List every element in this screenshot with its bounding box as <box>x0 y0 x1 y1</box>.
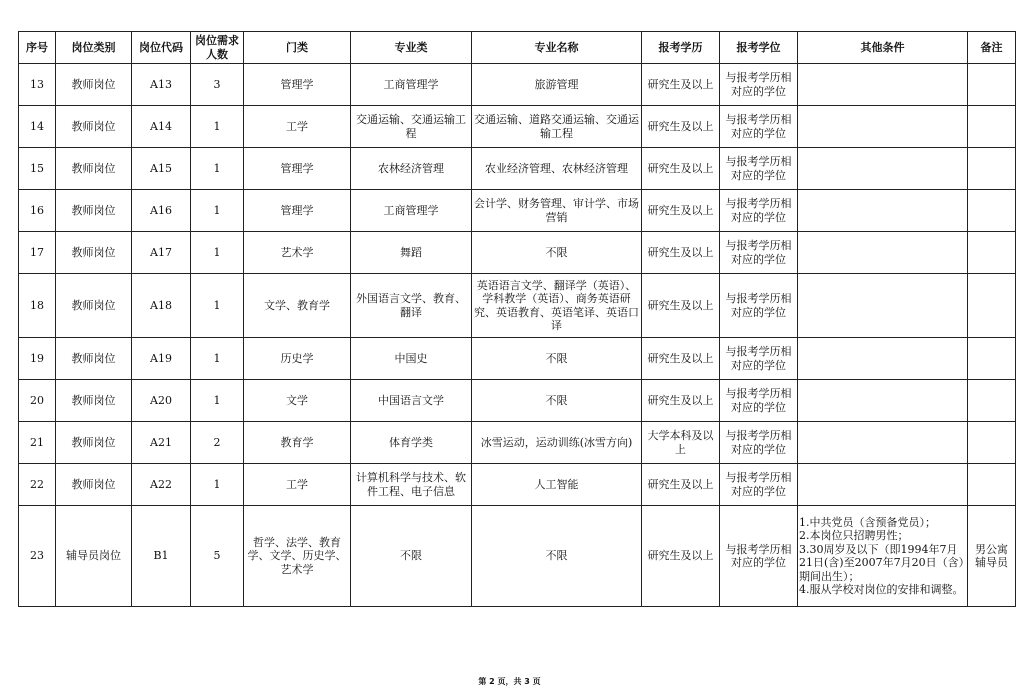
discipline-cell: 哲学、法学、教育学、文学、历史学、艺术学 <box>244 506 351 607</box>
degree-level-cell: 与报考学历相对应的学位 <box>720 64 798 106</box>
major-name-cell: 旅游管理 <box>472 64 642 106</box>
row-number-cell: 15 <box>19 148 56 190</box>
other-conditions-cell <box>798 422 968 464</box>
education-level-cell: 研究生及以上 <box>642 506 720 607</box>
major-class-cell: 中国语言文学 <box>351 380 472 422</box>
major-class-cell: 农林经济管理 <box>351 148 472 190</box>
table-row <box>19 380 1016 422</box>
major-name-cell: 不限 <box>472 232 642 274</box>
post-count-cell: 3 <box>191 64 244 106</box>
major-name-cell: 农业经济管理、农林经济管理 <box>472 148 642 190</box>
remark-cell <box>968 422 1016 464</box>
header-cell: 其他条件 <box>798 32 968 64</box>
header-row <box>19 32 1016 64</box>
major-class-cell: 舞蹈 <box>351 232 472 274</box>
discipline-cell: 管理学 <box>244 190 351 232</box>
row-number-cell: 21 <box>19 422 56 464</box>
education-level-cell: 研究生及以上 <box>642 106 720 148</box>
discipline-cell: 文学、教育学 <box>244 274 351 338</box>
row-number-cell: 18 <box>19 274 56 338</box>
row-number-cell: 14 <box>19 106 56 148</box>
discipline-cell: 历史学 <box>244 338 351 380</box>
other-conditions-cell <box>798 148 968 190</box>
post-category-cell: 教师岗位 <box>56 106 132 148</box>
post-category-cell: 教师岗位 <box>56 274 132 338</box>
recruitment-table <box>18 31 1016 607</box>
degree-level-cell: 与报考学历相对应的学位 <box>720 380 798 422</box>
page-footer: 第 2 页，共 3 页 <box>478 677 541 686</box>
remark-cell <box>968 190 1016 232</box>
other-conditions-cell <box>798 274 968 338</box>
post-category-cell: 辅导员岗位 <box>56 506 132 607</box>
header-cell: 岗位代码 <box>132 32 191 64</box>
education-level-cell: 研究生及以上 <box>642 190 720 232</box>
degree-level-cell: 与报考学历相对应的学位 <box>720 106 798 148</box>
table-row <box>19 422 1016 464</box>
remark-cell <box>968 232 1016 274</box>
row-number-cell: 23 <box>19 506 56 607</box>
header-cell: 报考学历 <box>642 32 720 64</box>
header-cell: 岗位需求人数 <box>191 32 244 64</box>
discipline-cell: 工学 <box>244 106 351 148</box>
table-row <box>19 190 1016 232</box>
discipline-cell: 教育学 <box>244 422 351 464</box>
degree-level-cell: 与报考学历相对应的学位 <box>720 422 798 464</box>
degree-level-cell: 与报考学历相对应的学位 <box>720 274 798 338</box>
row-number-cell: 22 <box>19 464 56 506</box>
table-row <box>19 64 1016 106</box>
post-code-cell: A20 <box>132 380 191 422</box>
post-category-cell: 教师岗位 <box>56 148 132 190</box>
major-name-cell: 不限 <box>472 506 642 607</box>
remark-cell <box>968 380 1016 422</box>
major-class-cell: 计算机科学与技术、软件工程、电子信息 <box>351 464 472 506</box>
post-category-cell: 教师岗位 <box>56 380 132 422</box>
degree-level-cell: 与报考学历相对应的学位 <box>720 148 798 190</box>
degree-level-cell: 与报考学历相对应的学位 <box>720 338 798 380</box>
major-name-cell: 不限 <box>472 380 642 422</box>
major-class-cell: 交通运输、交通运输工程 <box>351 106 472 148</box>
post-count-cell: 1 <box>191 232 244 274</box>
degree-level-cell: 与报考学历相对应的学位 <box>720 232 798 274</box>
education-level-cell: 研究生及以上 <box>642 274 720 338</box>
post-count-cell: 5 <box>191 506 244 607</box>
post-count-cell: 1 <box>191 464 244 506</box>
header-cell: 专业类 <box>351 32 472 64</box>
other-conditions-cell <box>798 106 968 148</box>
major-class-cell: 中国史 <box>351 338 472 380</box>
header-cell: 报考学位 <box>720 32 798 64</box>
education-level-cell: 研究生及以上 <box>642 64 720 106</box>
post-count-cell: 1 <box>191 338 244 380</box>
header-cell: 门类 <box>244 32 351 64</box>
discipline-cell: 文学 <box>244 380 351 422</box>
post-code-cell: A17 <box>132 232 191 274</box>
post-code-cell: B1 <box>132 506 191 607</box>
table-row <box>19 464 1016 506</box>
post-category-cell: 教师岗位 <box>56 422 132 464</box>
post-category-cell: 教师岗位 <box>56 190 132 232</box>
other-conditions-cell <box>798 464 968 506</box>
table-row <box>19 148 1016 190</box>
remark-cell <box>968 464 1016 506</box>
post-category-cell: 教师岗位 <box>56 232 132 274</box>
post-category-cell: 教师岗位 <box>56 64 132 106</box>
degree-level-cell: 与报考学历相对应的学位 <box>720 464 798 506</box>
remark-cell: 男公寓辅导员 <box>968 506 1016 607</box>
discipline-cell: 艺术学 <box>244 232 351 274</box>
table-row <box>19 106 1016 148</box>
post-category-cell: 教师岗位 <box>56 464 132 506</box>
major-class-cell: 工商管理学 <box>351 64 472 106</box>
other-conditions-cell <box>798 380 968 422</box>
other-conditions-cell <box>798 338 968 380</box>
post-count-cell: 1 <box>191 106 244 148</box>
post-code-cell: A22 <box>132 464 191 506</box>
discipline-cell: 管理学 <box>244 148 351 190</box>
header-cell: 序号 <box>19 32 56 64</box>
education-level-cell: 研究生及以上 <box>642 464 720 506</box>
other-conditions-cell <box>798 64 968 106</box>
major-class-cell: 体育学类 <box>351 422 472 464</box>
education-level-cell: 研究生及以上 <box>642 232 720 274</box>
post-code-cell: A15 <box>132 148 191 190</box>
major-class-cell: 外国语言文学、教育、翻译 <box>351 274 472 338</box>
other-conditions-cell: 1.中共党员（含预备党员）； 2.本岗位只招聘男性； 3.30周岁及以下（即1994年7月21日(含)至2007年7月20日（含）期间出生）； 4.服从学校对岗位的安排和调整。 <box>798 506 968 607</box>
major-class-cell: 工商管理学 <box>351 190 472 232</box>
table-row <box>19 274 1016 338</box>
degree-level-cell: 与报考学历相对应的学位 <box>720 506 798 607</box>
post-code-cell: A16 <box>132 190 191 232</box>
row-number-cell: 13 <box>19 64 56 106</box>
degree-level-cell: 与报考学历相对应的学位 <box>720 190 798 232</box>
header-cell: 岗位类别 <box>56 32 132 64</box>
row-number-cell: 17 <box>19 232 56 274</box>
post-category-cell: 教师岗位 <box>56 338 132 380</box>
discipline-cell: 工学 <box>244 464 351 506</box>
other-conditions-cell <box>798 190 968 232</box>
row-number-cell: 16 <box>19 190 56 232</box>
education-level-cell: 研究生及以上 <box>642 380 720 422</box>
header-cell: 专业名称 <box>472 32 642 64</box>
row-number-cell: 20 <box>19 380 56 422</box>
education-level-cell: 研究生及以上 <box>642 338 720 380</box>
discipline-cell: 管理学 <box>244 64 351 106</box>
major-class-cell: 不限 <box>351 506 472 607</box>
row-number-cell: 19 <box>19 338 56 380</box>
education-level-cell: 研究生及以上 <box>642 148 720 190</box>
major-name-cell: 冰雪运动，运动训练(冰雪方向) <box>472 422 642 464</box>
post-code-cell: A18 <box>132 274 191 338</box>
remark-cell <box>968 106 1016 148</box>
other-conditions-cell <box>798 232 968 274</box>
post-count-cell: 1 <box>191 148 244 190</box>
remark-cell <box>968 148 1016 190</box>
table-row <box>19 338 1016 380</box>
post-count-cell: 1 <box>191 380 244 422</box>
remark-cell <box>968 274 1016 338</box>
post-count-cell: 1 <box>191 274 244 338</box>
major-name-cell: 人工智能 <box>472 464 642 506</box>
major-name-cell: 不限 <box>472 338 642 380</box>
post-code-cell: A21 <box>132 422 191 464</box>
education-level-cell: 大学本科及以上 <box>642 422 720 464</box>
post-code-cell: A13 <box>132 64 191 106</box>
table-row <box>19 506 1016 607</box>
post-count-cell: 1 <box>191 190 244 232</box>
post-code-cell: A19 <box>132 338 191 380</box>
major-name-cell: 会计学、财务管理、审计学、市场营销 <box>472 190 642 232</box>
post-count-cell: 2 <box>191 422 244 464</box>
post-code-cell: A14 <box>132 106 191 148</box>
major-name-cell: 英语语言文学、翻译学（英语）、学科教学（英语）、商务英语研究、英语教育、英语笔译、英语口译 <box>472 274 642 338</box>
table-row <box>19 232 1016 274</box>
remark-cell <box>968 64 1016 106</box>
remark-cell <box>968 338 1016 380</box>
header-cell: 备注 <box>968 32 1016 64</box>
major-name-cell: 交通运输、道路交通运输、交通运输工程 <box>472 106 642 148</box>
